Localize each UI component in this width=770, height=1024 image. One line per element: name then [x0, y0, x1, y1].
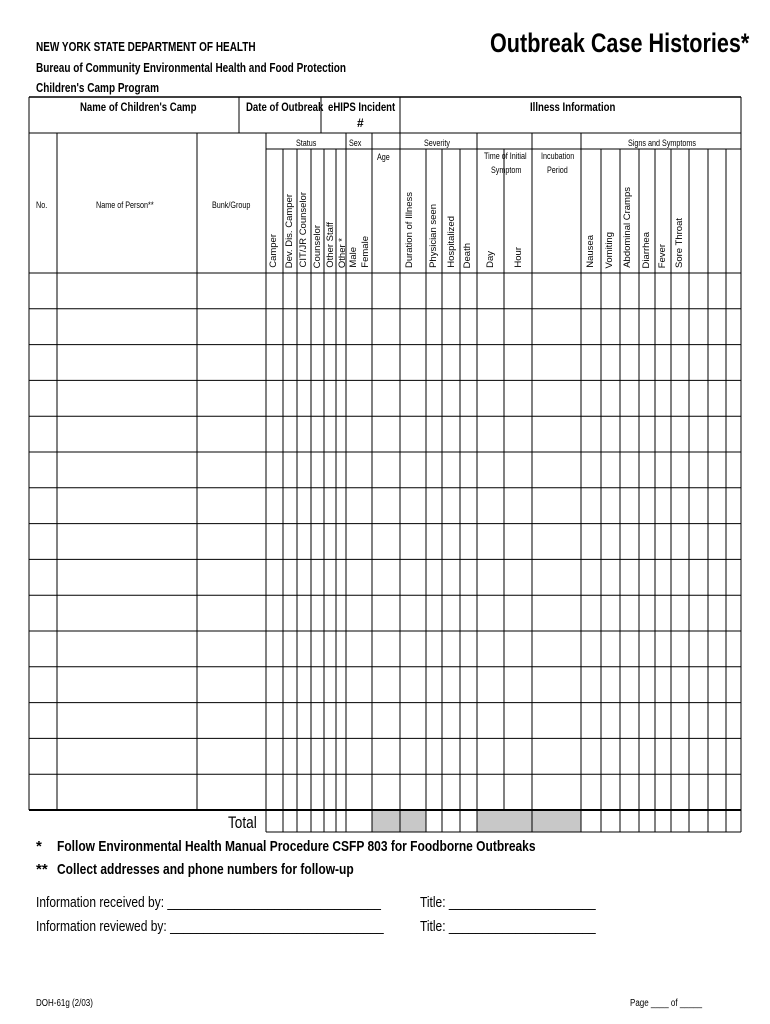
reviewed-by-field[interactable]: Information reviewed by: ________________________________: [36, 918, 384, 935]
form-number: DOH-61g (2/03): [36, 998, 93, 1009]
col-death: Death: [462, 243, 473, 269]
col-female: Female: [360, 236, 371, 268]
camp-name-label: Name of Children's Camp: [80, 100, 197, 114]
program-name: Children's Camp Program: [36, 81, 159, 95]
col-dev-dis-camper: Dev. Dis. Camper: [284, 194, 295, 269]
note-1: Follow Environmental Health Manual Procedure CSFP 803 for Foodborne Outbreaks: [57, 838, 536, 855]
col-fever: Fever: [657, 244, 668, 269]
time-initial-label: Time of Initial: [484, 151, 527, 161]
no-col-header: No.: [36, 200, 48, 210]
col-vomiting: Vomiting: [604, 232, 615, 269]
sex-group-label: Sex: [349, 138, 362, 148]
age-label: Age: [377, 152, 390, 162]
col-hour: Hour: [513, 247, 524, 268]
form-title: Outbreak Case Histories*: [490, 28, 750, 58]
status-group-label: Status: [296, 138, 317, 148]
name-col-header: Name of Person**: [96, 200, 154, 210]
col-camper: Camper: [268, 234, 279, 268]
note-2-mark: **: [36, 861, 48, 878]
col-other-staff: Other Staff: [325, 222, 336, 268]
total-label: Total: [228, 813, 257, 832]
ehips-incident-label: eHIPS Incident: [328, 100, 396, 114]
time-symptom-label: Symptom: [491, 165, 522, 175]
severity-group-label: Severity: [424, 138, 451, 148]
ehips-hash: #: [357, 116, 364, 130]
page-number: Page ____ of _____: [630, 998, 703, 1009]
col-cit-jr-counselor: CIT/JR Counselor: [298, 192, 309, 268]
col-hospitalized: Hospitalized: [446, 216, 457, 268]
signs-group-label: Signs and Symptoms: [628, 138, 697, 148]
title-2-field[interactable]: Title: ______________________: [420, 918, 596, 935]
col-counselor: Counselor: [312, 225, 323, 269]
note-1-mark: *: [36, 838, 42, 855]
col-male: Male: [348, 247, 359, 268]
col-other: Other *: [337, 238, 348, 269]
col-sore-throat: Sore Throat: [674, 218, 685, 268]
note-2: Collect addresses and phone numbers for follow-up: [57, 861, 354, 878]
illness-info-label: Illness Information: [530, 100, 616, 114]
period-label: Period: [547, 165, 568, 175]
col-abdominal-cramps: Abdominal Cramps: [622, 187, 633, 268]
bunk-col-header: Bunk/Group: [212, 200, 251, 210]
col-physician-seen: Physician seen: [428, 204, 439, 268]
outbreak-date-label: Date of Outbreak: [246, 100, 324, 114]
col-day: Day: [485, 251, 496, 268]
incubation-label: Incubation: [541, 151, 575, 161]
col-duration: Duration of Illness: [404, 192, 415, 269]
title-1-field[interactable]: Title: ______________________: [420, 894, 596, 911]
bureau-name: Bureau of Community Environmental Health and Food Protection: [36, 61, 347, 75]
col-nausea: Nausea: [585, 235, 596, 268]
received-by-field[interactable]: Information received by: ________________________________: [36, 894, 381, 911]
agency-name: NEW YORK STATE DEPARTMENT OF HEALTH: [36, 40, 256, 54]
col-diarrhea: Diarrhea: [641, 232, 652, 269]
